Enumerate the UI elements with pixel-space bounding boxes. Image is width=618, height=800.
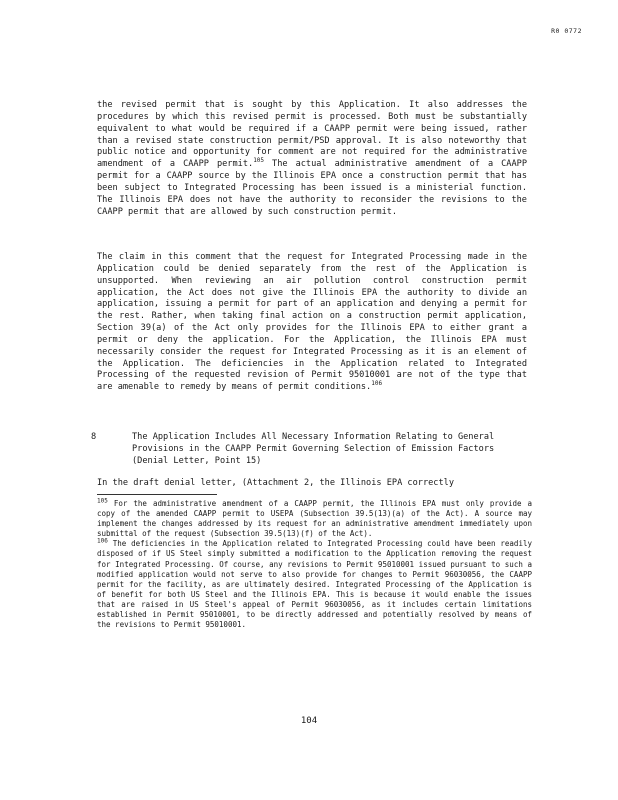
paragraph-1b-text: The actual administrative amendment of a CAAPP permit for a CAAPP source by the Illinois EPA once a construction permit that has been subject to Integrated Processing has been issued is a ministerial function. The Illinois EPA does not have the authority to reconsider the revisions to the CAAPP permit that are allowed by such construction permit. xyxy=(97,159,528,217)
footnote-106 xyxy=(97,539,532,630)
body-paragraph-2 xyxy=(97,252,527,394)
footnote-106-marker: 106 xyxy=(97,537,108,545)
footnote-106-text: The deficiencies in the Application related to Integrated Processing could have been readily disposed of if US Steel simply submitted a modification to the Application removing the request for Integrated Processing. Of course, any revisions to Permit 95010001 issued pursuant to such a modified application would not serve to also provide for changes to Permit 96030056, the CAAPP permit for the facility, as are ultimately desired. Integrated Processing of the Application is of benefit for both US Steel and the Illinois EPA. This is because it would enable the issues that are raised in US Steel's appeal of Permit 96030056, as it includes certain limitations established in Permit 95010001, to be directly addressed and potentially resolved by means of the revisions to Permit 95010001. xyxy=(97,539,532,630)
continuation-line: In the draft denial letter, (Attachment 2, the Illinois EPA correctly xyxy=(97,478,454,488)
footnote-105-marker: 105 xyxy=(97,497,108,505)
document-id: R0 0772 xyxy=(551,27,582,35)
footnote-105 xyxy=(97,499,532,539)
footnote-divider xyxy=(97,494,217,495)
body-paragraph-1 xyxy=(97,100,527,218)
section-number: 8 xyxy=(91,432,97,442)
section-title: The Application Includes All Necessary Information Relating to General Provisions in the CAAPP Permit Governing Selection of Emission Factors (Denial Letter, Point 15) xyxy=(132,432,495,466)
paragraph-2-text: The claim in this comment that the request for Integrated Processing made in the Application could be denied separately from the rest of the Application is unsupported. When reviewing an air pollution control construction permit application, the Act does not give the Illinois EPA the authority to divide an application, issuing a permit for part of an application and denying a permit for the rest. Rather, when taking final action on a construction permit application, Section 39(a) of the Act only provides for the Illinois EPA to either grant a permit or deny the application. For the Application, the Illinois EPA must necessarily consider the request for Integrated Processing as it is an element of the Application. The deficiencies in the Application related to Integrated Processing of the requested revision of Permit 95010001 are not of the type that are amenable to remedy by means of permit conditions. xyxy=(97,252,527,393)
paragraph-1a-text: the revised permit that is sought by this Application. It also addresses the procedures by which this revised permit is processed. Both must be substantially equivalent to what would be required if a CAAPP permit were being issued, rather than a revised state construction permit/PSD approval. It is also noteworthy that public notice and opportunity for comment are not required for the administrative amendment of a CAAPP permit. xyxy=(97,100,527,170)
footnotes xyxy=(97,499,532,630)
page-number: 104 xyxy=(300,716,318,726)
footnote-ref-106: 106 xyxy=(371,380,383,388)
footnote-105-text: For the administrative amendment of a CAAPP permit, the Illinois EPA must only provide a copy of the amended CAAPP permit to USEPA (Subsection 39.5(13)(a) of the Act). A source may implement the changes addressed by its request for an administrative amendment immediately upon submittal of the request (Subsection 39.5(13)(f) of the Act). xyxy=(97,499,533,539)
footnote-ref-105: 105 xyxy=(253,157,265,165)
